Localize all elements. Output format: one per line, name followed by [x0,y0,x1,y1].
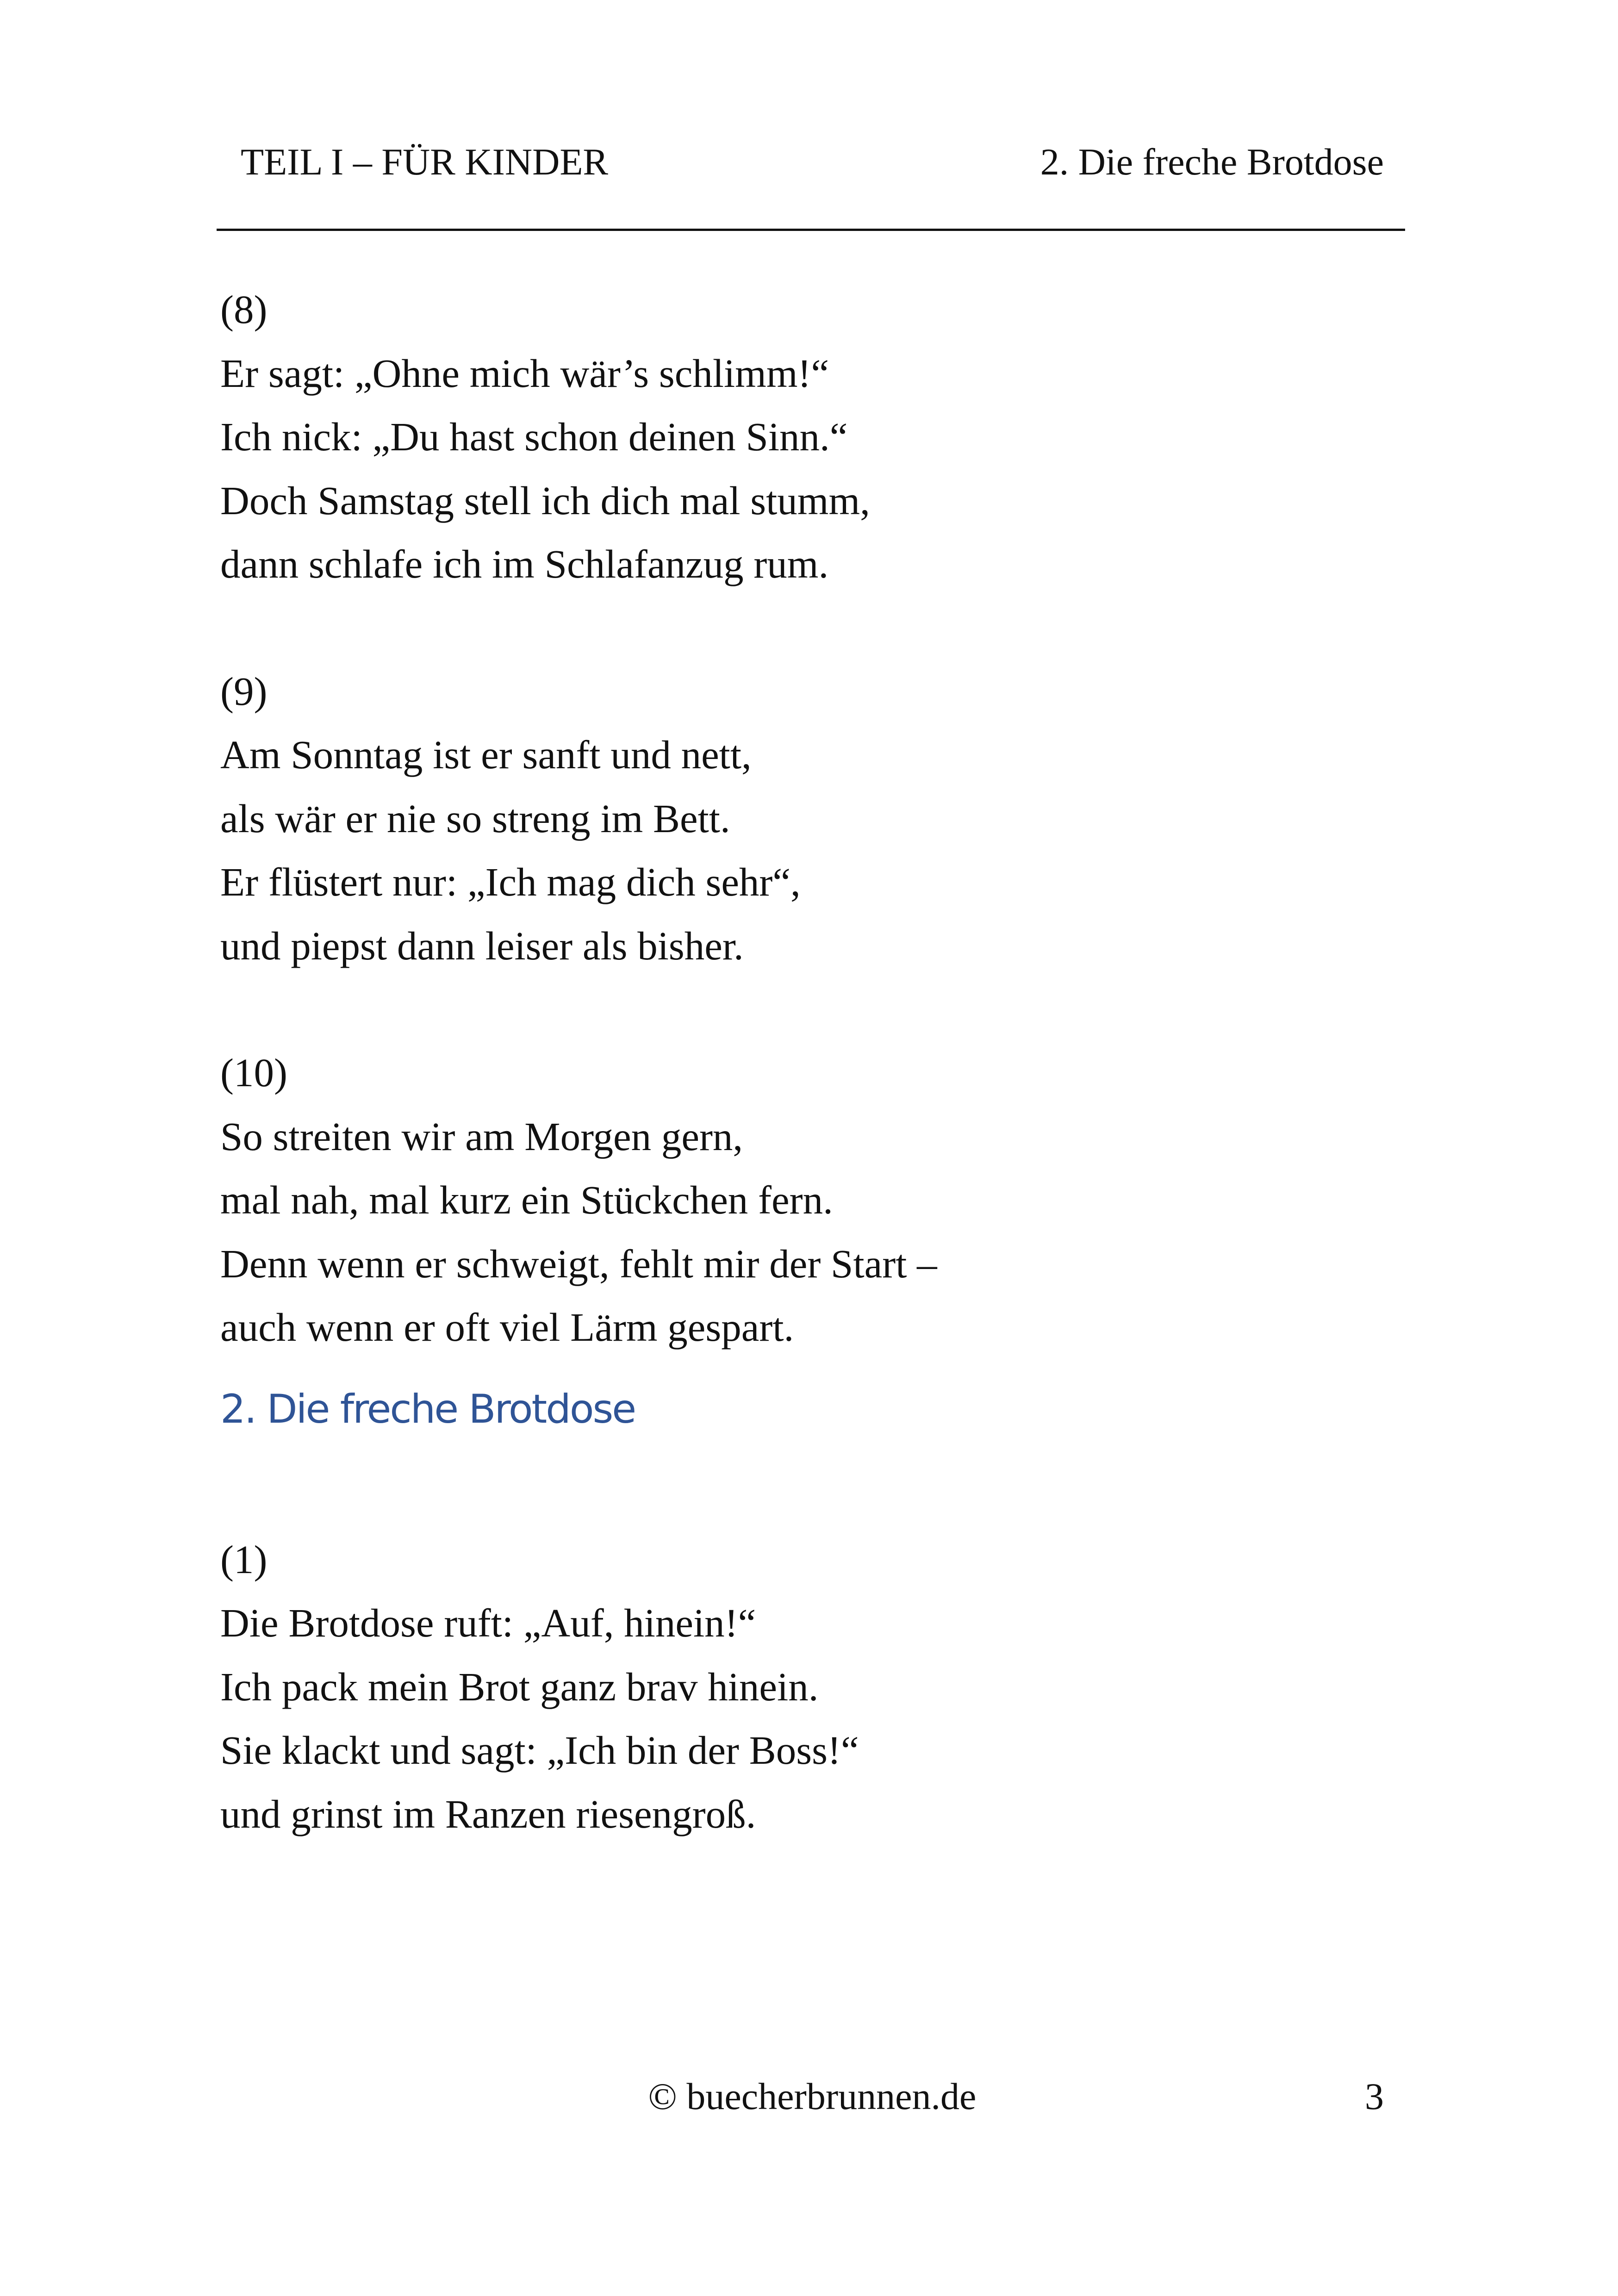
page-header [241,134,1384,190]
stanza-10 [220,1041,1405,1359]
verse-line: Die Brotdose ruft: „Auf, hinein!“ [220,1600,756,1645]
stanza-number: (8) [220,287,268,332]
page-content [220,278,1405,1846]
stanza-1 [220,1528,1405,1846]
verse-line: Denn wenn er schweigt, fehlt mir der Start – [220,1241,937,1286]
verse-line: So streiten wir am Morgen gern, [220,1114,743,1159]
stanza-8 [220,278,1405,596]
verse-line: Ich nick: „Du hast schon deinen Sinn.“ [220,414,848,459]
stanza-number: (9) [220,668,268,714]
header-divider [217,229,1405,231]
verse-line: mal nah, mal kurz ein Stückchen fern. [220,1177,833,1222]
page-number: 3 [1365,2075,1384,2117]
verse-line: Am Sonntag ist er sanft und nett, [220,732,752,777]
header-chapter-title: 2. Die freche Brotdose [1040,141,1384,183]
page-footer [241,2069,1384,2124]
verse-line: Doch Samstag stell ich dich mal stumm, [220,478,870,523]
verse-line: als wär er nie so streng im Bett. [220,796,730,841]
verse-line: Ich pack mein Brot ganz brav hinein. [220,1664,819,1709]
section-heading: 2. Die freche Brotdose [220,1386,635,1432]
verse-line: und piepst dann leiser als bisher. [220,923,744,968]
verse-line: Er flüstert nur: „Ich mag dich sehr“, [220,859,801,904]
verse-line: Sie klackt und sagt: „Ich bin der Boss!“ [220,1728,859,1773]
verse-line: Er sagt: „Ohne mich wär’s schlimm!“ [220,350,829,396]
stanza-number: (1) [220,1537,268,1582]
stanza-number: (10) [220,1050,287,1095]
stanza-9 [220,660,1405,978]
header-part-title: TEIL I – FÜR KINDER [241,141,609,183]
verse-line: und grinst im Ranzen riesengroß. [220,1791,756,1836]
verse-line: dann schlafe ich im Schlafanzug rum. [220,541,829,586]
verse-line: auch wenn er oft viel Lärm gespart. [220,1305,794,1350]
footer-copyright: © buecherbrunnen.de [648,2075,977,2117]
